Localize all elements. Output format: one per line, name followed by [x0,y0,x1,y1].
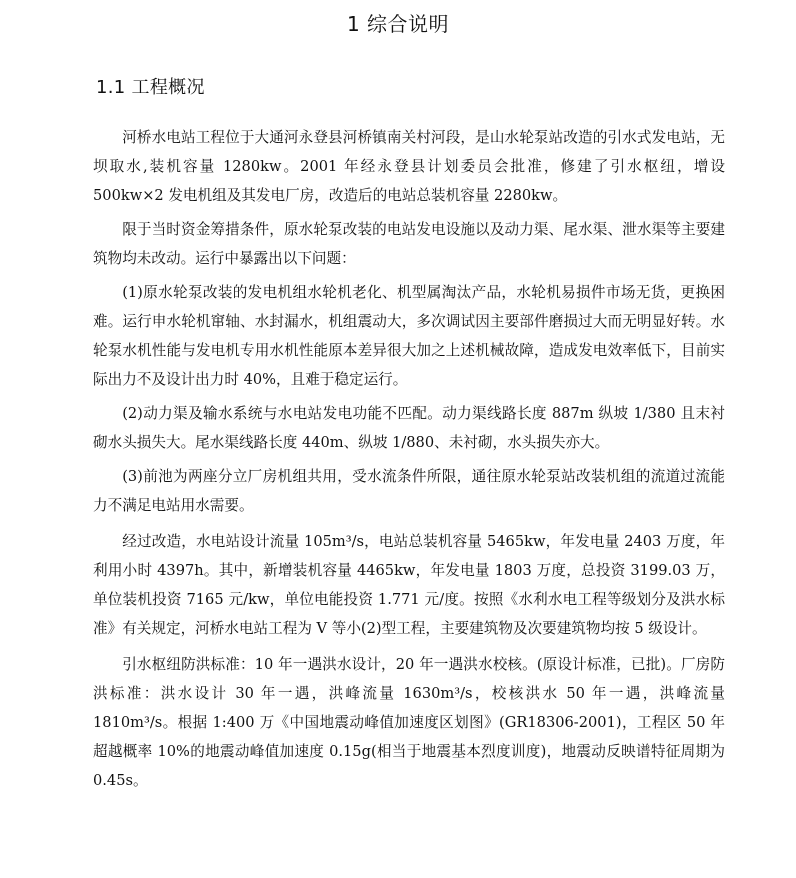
section-title: 1.1 工程概况 [96,77,205,98]
section-body [93,123,725,800]
paragraph-renovation-results: 经过改造，水电站设计流量 105m³/s，电站总装机容量 5465kw，年发电量 2403 万度，年利用小时 4397h。其中，新增装机容量 4465kw，年发电量 1803 万度，总投资 3199.03 万，单位装机投资 7165 元/kw，单位电能投资 1.771 元/度。按照《水利水电工程等级划分及洪水标准》有关规定，河桥水电站工程为 V 等小(2)型工程，主要建筑物及次要建筑物均按 5 级设计。 [93,533,725,637]
paragraph-problem-1: (1)原水轮泵改装的发电机组水轮机老化、机型属淘汰产品，水轮机易损件市场无货，更换困难。运行申水轮机窜轴、水封漏水，机组震动大，多次调试因主要部件磨损过大而无明显好转。水轮泵水机性能与发电机专用水机性能原本差异很大加之上述机械故障，造成发电效率低下，目前实际出力不及设计出力时 40%，且难于稳定运行。 [93,284,725,388]
paragraph-project-location: 河桥水电站工程位于大通河永登县河桥镇南关村河段，是山水轮泵站改造的引水式发电站，无坝取水,装机容量 1280kw。2001 年经永登县计划委员会批准，修建了引水枢纽，增设 500kw×2 发电机组及其发电厂房，改造后的电站总装机容量 2280kw。 [93,129,725,204]
paragraph-existing-problems-intro: 限于当时资金筹措条件，原水轮泵改装的电站发电设施以及动力渠、尾水渠、泄水渠等主要建筑物均未改动。运行中暴露出以下问题： [93,221,725,267]
paragraph-problem-2: (2)动力渠及输水系统与水电站发电功能不匹配。动力渠线路长度 887m 纵坡 1/380 且末衬砌水头损失大。尾水渠线路长度 440m、纵坡 1/880、未衬砌，水头损失亦大。 [93,405,725,451]
paragraph-problem-3: (3)前池为两座分立厂房机组共用，受水流条件所限，通往原水轮泵站改装机组的流道过流能力不满足电站用水需要。 [93,468,725,514]
chapter-title: 1 综合说明 [346,12,450,36]
paragraph-flood-seismic-standards: 引水枢纽防洪标准：10 年一遇洪水设计，20 年一遇洪水校核。(原设计标准，已批)。厂房防洪标准：洪水设计 30 年一遇，洪峰流量 1630m³/s，校核洪水 50 年一遇，洪峰流量 1810m³/s。根据 1:400 万《中国地震动峰值加速度区划图》(GR18306-2001)，工程区 50 年超越概率 10%的地震动峰值加速度 0.15g(相当于地震基本烈度训度)，地震动反映谱特征周期为 0.45s。 [93,656,725,789]
